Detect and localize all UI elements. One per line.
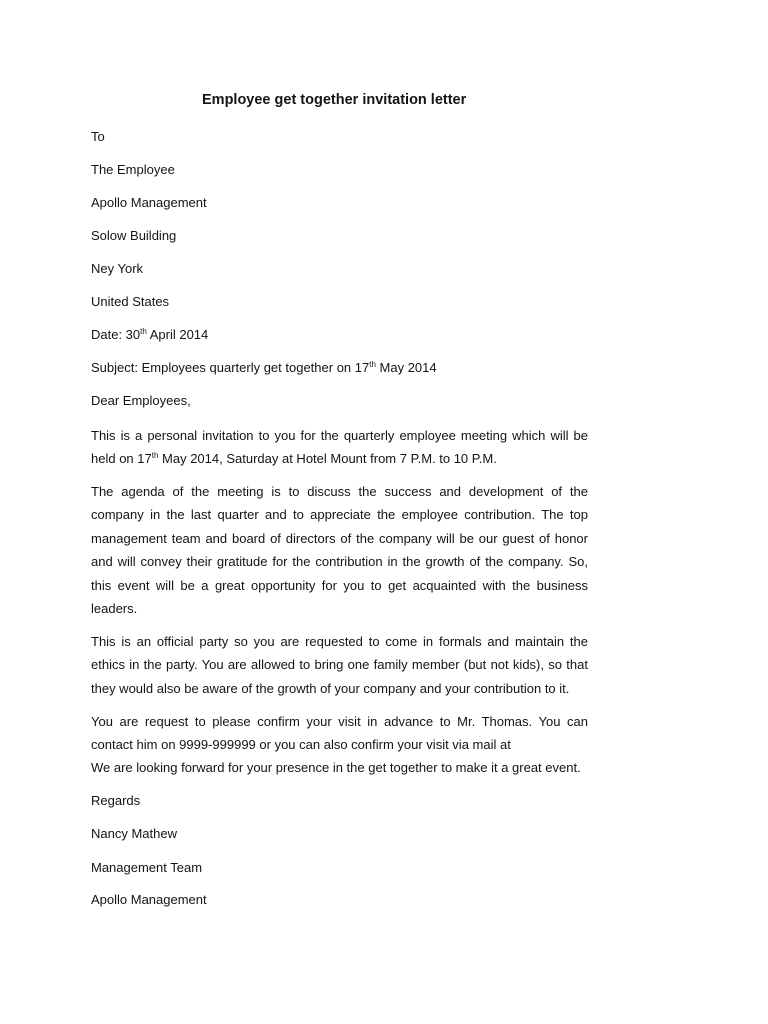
signatory-team: Management Team xyxy=(91,860,203,875)
recipient-name: The Employee xyxy=(91,162,175,177)
date-ordinal: th xyxy=(140,327,147,336)
letter-title: Employee get together invitation letter xyxy=(202,92,467,108)
recipient-city: Ney York xyxy=(91,261,144,276)
date-prefix: Date: 30 xyxy=(91,327,141,342)
salutation: Dear Employees, xyxy=(91,393,191,408)
invitation-paragraph xyxy=(91,424,588,471)
closing-line: We are looking forward for your presence in the get together to make it a great event. xyxy=(91,760,581,775)
date-suffix: April 2014 xyxy=(146,327,209,342)
agenda-paragraph: The agenda of the meeting is to discuss the success and development of the company in the last quarter and to appreciate the employee contribution. The top management team and board of directors of the company will be our guest of honor and will convey their gratitude for the contribution in the growth of the company. So, this event will be a great opportunity for you to get acquainted with the business leaders. xyxy=(91,484,588,617)
subject-ordinal: th xyxy=(369,360,376,369)
dress-code-paragraph: This is an official party so you are requested to come in formals and maintain the ethics in the party. You are allowed to bring one family member (but not kids), so that they would also be aware of the growth of your company and your contribution to it. xyxy=(91,634,588,696)
recipient-company: Apollo Management xyxy=(91,195,207,210)
signatory-company: Apollo Management xyxy=(91,892,207,907)
signatory-name: Nancy Mathew xyxy=(91,826,177,841)
letter-subject xyxy=(91,360,437,376)
to-line: To xyxy=(91,129,105,144)
invitation-part2: May 2014, Saturday at Hotel Mount from 7 P.M. to 10 P.M. xyxy=(158,451,497,467)
regards: Regards xyxy=(91,793,141,808)
recipient-country: United States xyxy=(91,294,170,309)
letter-date xyxy=(91,327,208,343)
subject-suffix: May 2014 xyxy=(375,360,437,375)
invitation-part1: This is a personal invitation to you for the quarterly employee meeting which will be held on 17 xyxy=(91,428,588,467)
recipient-building: Solow Building xyxy=(91,228,177,243)
confirm-paragraph: You are request to please confirm your visit in advance to Mr. Thomas. You can contact him on 9999-999999 or you can also confirm your visit via mail at xyxy=(91,714,588,753)
invitation-ordinal: th xyxy=(151,451,159,461)
subject-prefix: Subject: Employees quarterly get together on 17 xyxy=(91,360,370,375)
